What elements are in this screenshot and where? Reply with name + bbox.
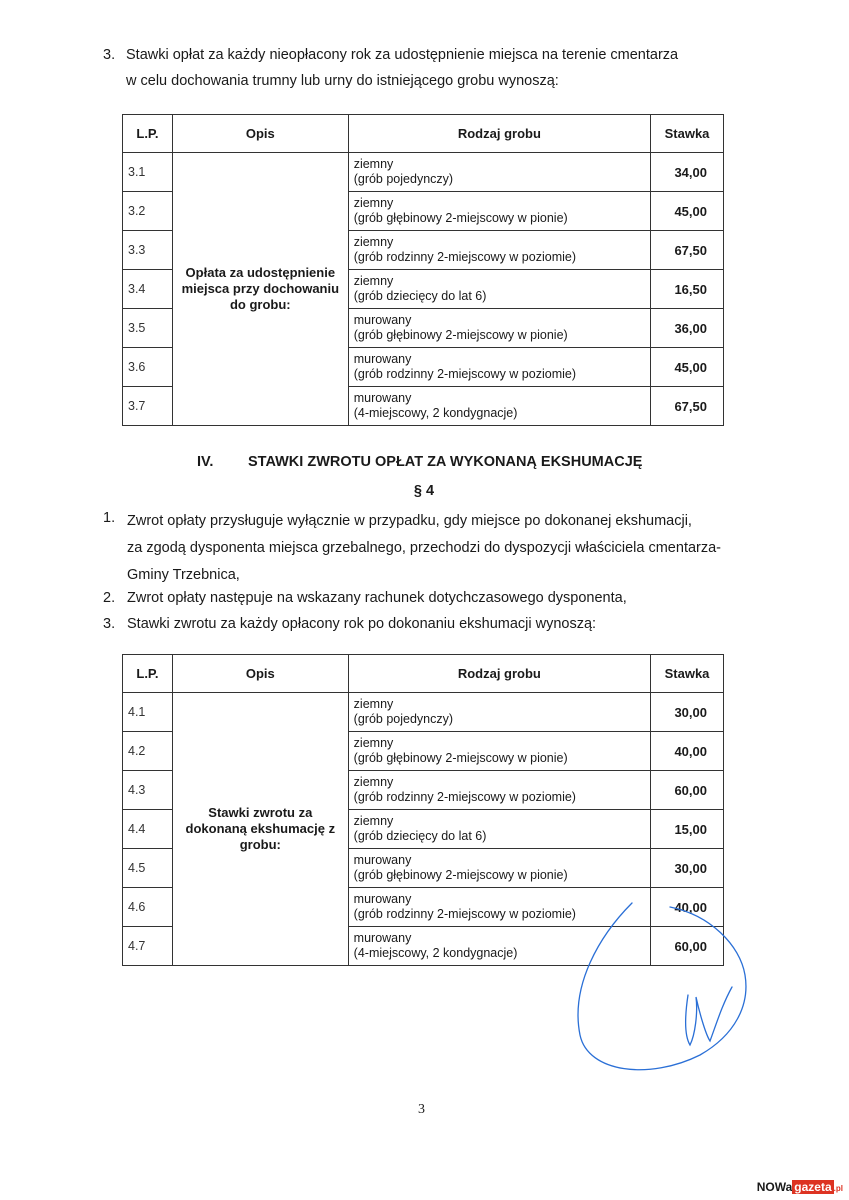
section-title: STAWKI ZWROTU OPŁAT ZA WYKONANĄ EKSHUMACJĘ bbox=[248, 454, 643, 470]
header-stawka: Stawka bbox=[651, 655, 724, 693]
row-rate: 34,00 bbox=[651, 153, 724, 192]
type-detail: (grób rodzinny 2-miejscowy w poziomie) bbox=[353, 790, 576, 804]
watermark-suffix: gazeta bbox=[794, 1180, 832, 1194]
row-lp: 3.4 bbox=[123, 270, 173, 309]
row-rate: 67,50 bbox=[651, 231, 724, 270]
section-roman-numeral: IV. bbox=[197, 454, 214, 470]
row-rate: 60,00 bbox=[651, 771, 724, 810]
intro-line-1: Stawki opłat za każdy nieopłacony rok za udostępnienie miejsca na terenie cmentarza bbox=[126, 47, 679, 63]
row-lp: 4.5 bbox=[123, 849, 173, 888]
type-detail: (grób rodzinny 2-miejscowy w poziomie) bbox=[353, 907, 576, 921]
row-description: Opłata za udostępnienie miejsca przy dochowaniu do grobu: bbox=[172, 153, 348, 426]
intro-line-2: w celu dochowania trumny lub urny do istniejącego grobu wynoszą: bbox=[126, 73, 559, 89]
type-name: ziemny bbox=[353, 157, 394, 171]
point-1-line: Zwrot opłaty przysługuje wyłącznie w przypadku, gdy miejsce po dokonanej ekshumacji, bbox=[127, 513, 692, 529]
type-name: murowany bbox=[353, 931, 412, 945]
row-lp: 4.1 bbox=[123, 693, 173, 732]
row-lp: 4.2 bbox=[123, 732, 173, 771]
row-lp: 4.3 bbox=[123, 771, 173, 810]
row-type bbox=[348, 849, 650, 888]
row-rate: 36,00 bbox=[651, 309, 724, 348]
rates-table-1 bbox=[122, 114, 724, 426]
watermark-logo bbox=[757, 1180, 843, 1194]
type-name: murowany bbox=[353, 352, 412, 366]
type-name: ziemny bbox=[353, 196, 394, 210]
point-2-number: 2. bbox=[103, 590, 116, 606]
row-lp: 4.6 bbox=[123, 888, 173, 927]
type-detail: (grób pojedynczy) bbox=[353, 172, 454, 186]
type-detail: (grób rodzinny 2-miejscowy w poziomie) bbox=[353, 250, 576, 264]
row-rate: 40,00 bbox=[651, 888, 724, 927]
type-name: ziemny bbox=[353, 274, 394, 288]
row-rate: 67,50 bbox=[651, 387, 724, 426]
type-detail: (grób głębinowy 2-miejscowy w pionie) bbox=[353, 868, 568, 882]
page-number: 3 bbox=[418, 1102, 425, 1117]
table-row bbox=[123, 153, 724, 192]
type-detail: (grób pojedynczy) bbox=[353, 712, 454, 726]
point-2-text: Zwrot opłaty następuje na wskazany rachunek dotychczasowego dysponenta, bbox=[127, 590, 627, 606]
row-lp: 3.3 bbox=[123, 231, 173, 270]
row-type bbox=[348, 192, 650, 231]
row-rate: 15,00 bbox=[651, 810, 724, 849]
point-1-line: Gminy Trzebnica, bbox=[127, 567, 240, 583]
row-lp: 4.4 bbox=[123, 810, 173, 849]
row-description: Stawki zwrotu za dokonaną ekshumację z grobu: bbox=[172, 693, 348, 966]
type-detail: (grób dziecięcy do lat 6) bbox=[353, 829, 487, 843]
type-detail: (grób głębinowy 2-miejscowy w pionie) bbox=[353, 328, 568, 342]
row-lp: 3.7 bbox=[123, 387, 173, 426]
row-lp: 3.2 bbox=[123, 192, 173, 231]
type-detail: (grób dziecięcy do lat 6) bbox=[353, 289, 487, 303]
row-rate: 45,00 bbox=[651, 192, 724, 231]
table-header-row bbox=[123, 655, 724, 693]
row-rate: 45,00 bbox=[651, 348, 724, 387]
type-name: ziemny bbox=[353, 697, 394, 711]
type-name: murowany bbox=[353, 313, 412, 327]
row-rate: 40,00 bbox=[651, 732, 724, 771]
point-3-text: Stawki zwrotu za każdy opłacony rok po dokonaniu ekshumacji wynoszą: bbox=[127, 616, 597, 632]
row-lp: 3.5 bbox=[123, 309, 173, 348]
point-1-text bbox=[127, 508, 721, 589]
type-detail: (grób głębinowy 2-miejscowy w pionie) bbox=[353, 751, 568, 765]
intro-number: 3. bbox=[103, 47, 116, 63]
table-row bbox=[123, 693, 724, 732]
header-opis: Opis bbox=[172, 115, 348, 153]
type-detail: (4-miejscowy, 2 kondygnacje) bbox=[353, 946, 518, 960]
row-type bbox=[348, 693, 650, 732]
type-detail: (grób głębinowy 2-miejscowy w pionie) bbox=[353, 211, 568, 225]
header-stawka: Stawka bbox=[651, 115, 724, 153]
table-header-row bbox=[123, 115, 724, 153]
row-type bbox=[348, 771, 650, 810]
type-name: murowany bbox=[353, 391, 412, 405]
type-name: murowany bbox=[353, 853, 412, 867]
type-name: ziemny bbox=[353, 235, 394, 249]
row-rate: 60,00 bbox=[651, 927, 724, 966]
header-lp: L.P. bbox=[123, 115, 173, 153]
watermark-main: NOWa bbox=[756, 1180, 793, 1194]
row-type bbox=[348, 309, 650, 348]
type-name: murowany bbox=[353, 892, 412, 906]
row-type bbox=[348, 153, 650, 192]
paragraph-sign: § 4 bbox=[413, 483, 435, 499]
signature-icon bbox=[560, 895, 770, 1085]
point-1-number: 1. bbox=[103, 510, 116, 526]
row-rate: 30,00 bbox=[651, 693, 724, 732]
type-name: ziemny bbox=[353, 736, 394, 750]
row-lp: 4.7 bbox=[123, 927, 173, 966]
row-type bbox=[348, 231, 650, 270]
row-rate: 30,00 bbox=[651, 849, 724, 888]
header-rodzaj: Rodzaj grobu bbox=[348, 115, 650, 153]
type-detail: (4-miejscowy, 2 kondygnacje) bbox=[353, 406, 518, 420]
type-detail: (grób rodzinny 2-miejscowy w poziomie) bbox=[353, 367, 576, 381]
header-lp: L.P. bbox=[123, 655, 173, 693]
point-3-number: 3. bbox=[103, 616, 116, 632]
row-type bbox=[348, 348, 650, 387]
type-name: ziemny bbox=[353, 775, 394, 789]
row-type bbox=[348, 387, 650, 426]
row-lp: 3.6 bbox=[123, 348, 173, 387]
watermark-tld: .pl bbox=[833, 1184, 843, 1193]
type-name: ziemny bbox=[353, 814, 394, 828]
point-1-line: za zgodą dysponenta miejsca grzebalnego, przechodzi do dyspozycji właściciela cmentarza- bbox=[127, 540, 722, 556]
header-opis: Opis bbox=[172, 655, 348, 693]
header-rodzaj: Rodzaj grobu bbox=[348, 655, 650, 693]
intro-text bbox=[126, 45, 798, 91]
row-type bbox=[348, 732, 650, 771]
row-rate: 16,50 bbox=[651, 270, 724, 309]
row-type bbox=[348, 810, 650, 849]
row-type bbox=[348, 270, 650, 309]
row-lp: 3.1 bbox=[123, 153, 173, 192]
